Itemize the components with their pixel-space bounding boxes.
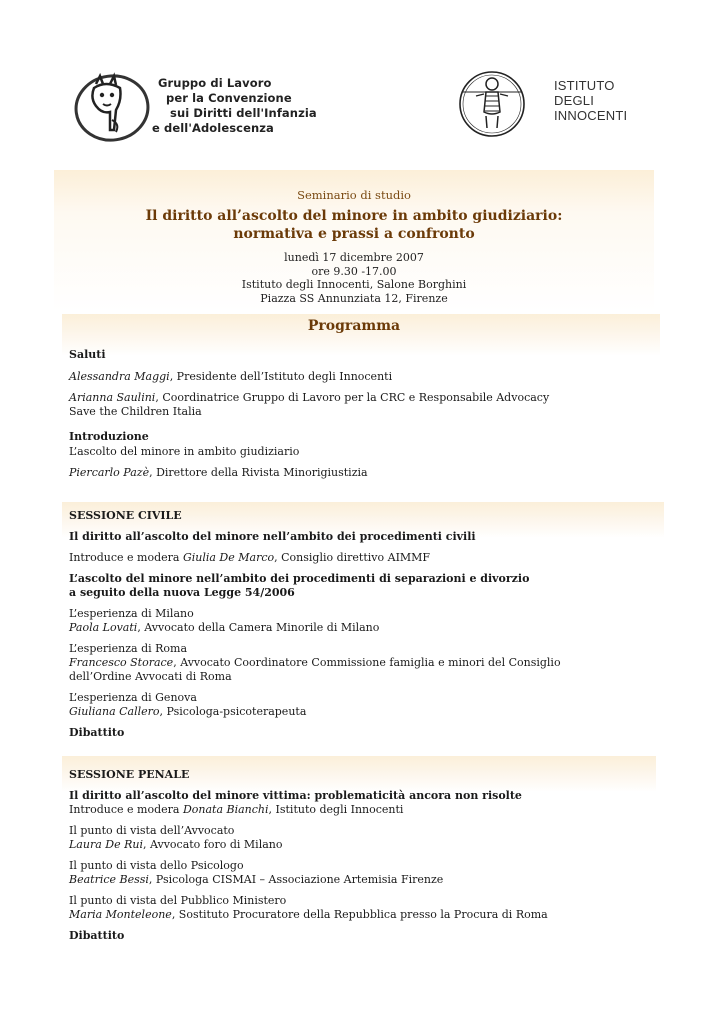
speaker-role: , Psicologa-psicoterapeuta (159, 705, 307, 718)
penale-speaker-psicologo (69, 873, 443, 887)
speaker-role-cont: dell’Ordine Avvocati di Roma (69, 670, 232, 683)
logo-left-line: sui Diritti dell'Infanzia (170, 106, 317, 120)
penale-topic-pm: Il punto di vista del Pubblico Ministero (69, 894, 287, 907)
civile-topic-milano: L’esperienza di Milano (69, 607, 194, 620)
penale-title: Il diritto all’ascolto del minore vittima: problematicità ancora non risolte (69, 789, 522, 802)
speaker-role: , Coordinatrice Gruppo di Lavoro per la CRC e Responsabile Advocacy (155, 391, 550, 404)
speaker-name: Donata Bianchi (182, 803, 269, 816)
speaker-role: , Avvocato foro di Milano (142, 838, 283, 851)
speaker-name: Laura De Rui (69, 838, 143, 851)
logo-right-text (554, 78, 656, 123)
seminar-label: Seminario di studio (297, 188, 411, 202)
civile-speaker-roma (69, 656, 561, 670)
logo-left-line: e dell'Adolescenza (152, 121, 274, 135)
introduzione-topic: L’ascolto del minore in ambito giudiziario (69, 445, 300, 458)
event-address: Piazza SS Annunziata 12, Firenze (260, 292, 448, 305)
speaker-role: , Avvocato Coordinatore Commissione famiglia e minori del Consiglio (173, 656, 561, 669)
saluti-speaker-1 (69, 370, 392, 384)
event-venue: Istituto degli Innocenti, Salone Borghini (241, 278, 467, 291)
introduzione-speaker (69, 466, 368, 480)
speaker-role: , Presidente dell’Istituto degli Innocenti (169, 370, 393, 383)
speaker-name: Giuliana Callero (69, 705, 160, 718)
penale-topic-avvocato: Il punto di vista dell’Avvocato (69, 824, 235, 837)
event-time: ore 9.30 -17.00 (311, 265, 397, 278)
logo-left-line: per la Convenzione (166, 91, 292, 105)
istituto-innocenti-logo (456, 66, 656, 144)
speaker-name: Maria Monteleone (69, 908, 172, 921)
civile-subtitle-line2: a seguito della nuova Legge 54/2006 (69, 586, 295, 599)
moderator-prefix: Introduce e modera (69, 551, 183, 564)
civile-speaker-milano (69, 621, 379, 635)
seminar-title-line1: Il diritto all’ascolto del minore in ambito giudiziario: (145, 208, 563, 224)
seminar-title-line2: normativa e prassi a confronto (233, 226, 475, 242)
speaker-role: , Consiglio direttivo AIMMF (274, 551, 431, 564)
civile-speaker-genova (69, 705, 306, 719)
saluti-speaker-2 (69, 391, 549, 405)
logo-right-line: ISTITUTO (554, 78, 615, 93)
speaker-name: Giulia De Marco (182, 551, 275, 564)
speaker-name: Alessandra Maggi (69, 370, 170, 383)
penale-speaker-avvocato (69, 838, 282, 852)
speaker-name: Piercarlo Pazè (69, 466, 150, 479)
speaker-name: Paola Lovati (69, 621, 138, 634)
moderator-prefix: Introduce e modera (69, 803, 183, 816)
civile-dibattito: Dibattito (69, 726, 125, 739)
penale-dibattito: Dibattito (69, 929, 125, 942)
speaker-role: , Istituto degli Innocenti (268, 803, 404, 816)
introduzione-heading: Introduzione (69, 430, 149, 443)
sessione-civile-heading: SESSIONE CIVILE (69, 509, 182, 522)
civile-moderator (69, 551, 430, 565)
logo-right-line: DEGLI INNOCENTI (554, 93, 628, 123)
speaker-name: Francesco Storace (69, 656, 174, 669)
speaker-name: Beatrice Bessi (69, 873, 149, 886)
innocenti-medallion-icon (456, 66, 552, 144)
civile-title: Il diritto all’ascolto del minore nell’ambito dei procedimenti civili (69, 530, 476, 543)
saluti-heading: Saluti (69, 348, 106, 361)
gruppo-crc-logo (66, 66, 317, 148)
speaker-role: , Psicologa CISMAI – Associazione Artemisia Firenze (148, 873, 444, 886)
sessione-penale-heading: SESSIONE PENALE (69, 768, 190, 781)
event-date: lunedì 17 dicembre 2007 (284, 251, 424, 264)
penale-topic-psicologo: Il punto di vista dello Psicologo (69, 859, 244, 872)
programma-heading: Programma (307, 318, 401, 334)
speaker-name: Arianna Saulini (69, 391, 156, 404)
civile-topic-genova: L’esperienza di Genova (69, 691, 197, 704)
speaker-role: , Avvocato della Camera Minorile di Milano (137, 621, 380, 634)
penale-moderator (69, 803, 403, 817)
civile-subtitle-line1: L’ascolto del minore nell’ambito dei procedimenti di separazioni e divorzio (69, 572, 530, 585)
speaker-role-cont: Save the Children Italia (69, 405, 202, 418)
penale-speaker-pm (69, 908, 548, 922)
speaker-role: , Sostituto Procuratore della Repubblica presso la Procura di Roma (171, 908, 548, 921)
logo-left-text (152, 76, 317, 136)
civile-topic-roma: L’esperienza di Roma (69, 642, 188, 655)
speaker-role: , Direttore della Rivista Minorigiustizia (149, 466, 368, 479)
logo-left-line: Gruppo di Lavoro (158, 76, 272, 90)
